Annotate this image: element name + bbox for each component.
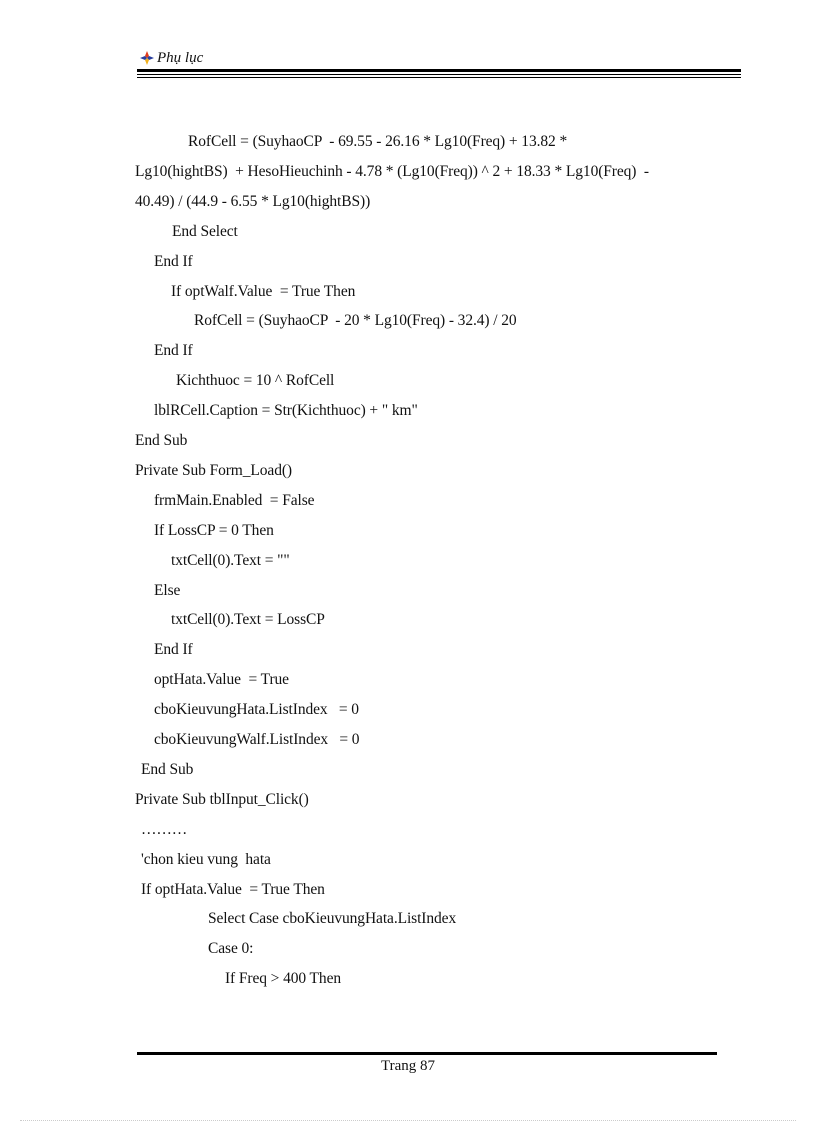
code-line: Private Sub Form_Load() (135, 462, 292, 479)
code-line: cboKieuvungWalf.ListIndex = 0 (154, 731, 360, 748)
code-line: lblRCell.Caption = Str(Kichthuoc) + " km" (154, 402, 418, 419)
code-line: End If (154, 253, 193, 270)
code-line: txtCell(0).Text = LossCP (171, 611, 325, 628)
code-line: RofCell = (SuyhaoCP - 20 * Lg10(Freq) - 32.4) / 20 (194, 312, 517, 329)
code-line: End Select (172, 223, 238, 240)
code-line: cboKieuvungHata.ListIndex = 0 (154, 701, 359, 718)
code-line: Kichthuoc = 10 ^ RofCell (176, 372, 335, 389)
code-line: If Freq > 400 Then (225, 970, 341, 987)
code-line: If optWalf.Value = True Then (171, 283, 356, 300)
code-line: Case 0: (208, 940, 254, 957)
code-line: End Sub (135, 432, 188, 449)
code-line: If LossCP = 0 Then (154, 522, 274, 539)
code-line: Lg10(hightBS) + HesoHieuchinh - 4.78 * (Lg10(Freq)) ^ 2 + 18.33 * Lg10(Freq) - (135, 163, 649, 180)
code-line: End If (154, 641, 193, 658)
code-line: Select Case cboKieuvungHata.ListIndex (208, 910, 457, 927)
code-line: txtCell(0).Text = "" (171, 552, 290, 569)
code-line: 'chon kieu vung hata (141, 851, 271, 868)
header-title: Phụ lục (157, 49, 204, 66)
code-line: frmMain.Enabled = False (154, 492, 315, 509)
code-line: optHata.Value = True (154, 671, 289, 688)
code-line: RofCell = (SuyhaoCP - 69.55 - 26.16 * Lg10(Freq) + 13.82 * (188, 133, 568, 150)
code-line: Else (154, 582, 181, 599)
code-line: End Sub (141, 761, 194, 778)
code-line: Private Sub tblInput_Click() (135, 791, 309, 808)
footer-rule (137, 1052, 717, 1055)
code-line: If optHata.Value = True Then (141, 881, 325, 898)
page-number: Trang 87 (380, 1058, 436, 1074)
code-line: ……… (141, 821, 188, 838)
code-line: End If (154, 342, 193, 359)
page-edge-divider (20, 1120, 796, 1121)
code-line: 40.49) / (44.9 - 6.55 * Lg10(hightBS)) (135, 193, 371, 210)
